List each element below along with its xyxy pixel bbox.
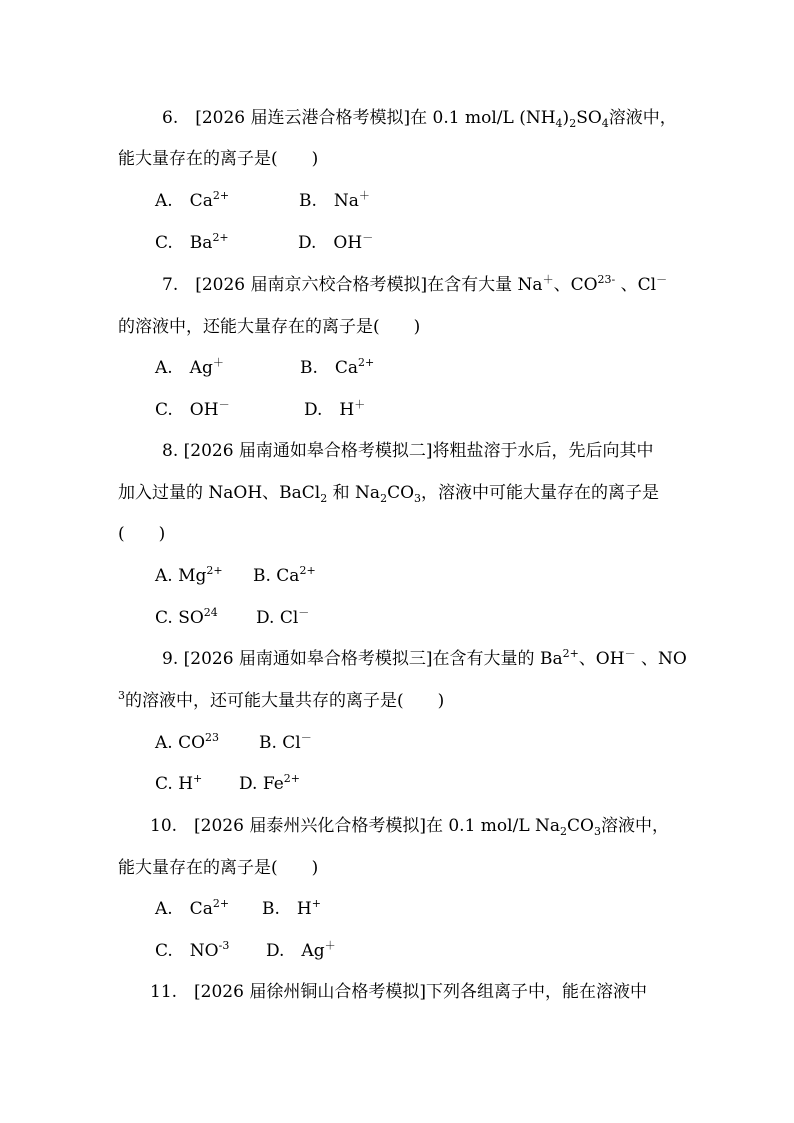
q7-options-cd (155, 399, 365, 421)
q7-option-a: A. Ag＋ (155, 356, 224, 378)
q10-option-d: D. Ag＋ (266, 939, 336, 961)
q6-option-a: A. $Ca^{2+}$ (155, 189, 230, 211)
q7-line1: 7. [2026 届南京六校合格考模拟]在含有大量 Na＋、$CO^{23-}$ 、Cl－ (162, 273, 668, 295)
q9-line2: $^3$的溶液中，还可能大量共存的离子是( ) (118, 689, 445, 711)
q9-option-d: D. $Fe^{2+}$ (239, 772, 300, 794)
q8-options-ab (155, 565, 316, 587)
q10-options-cd (155, 940, 336, 962)
q9-line1: 9. [2026 届南通如皋合格考模拟三]在含有大量的 $Ba^{2+}$、OH－ 、NO (162, 647, 687, 669)
q6-line1: 6. [2026 届连云港合格考模拟]在 0.1 mol/L $(NH_4)_2SO_4$溶液中， (162, 108, 677, 130)
q9-option-c: C. H+ (155, 772, 203, 794)
q10-option-c: C. $NO^{-3}$ (155, 939, 230, 961)
q8-options-cd (155, 607, 309, 629)
q8-line3: ( ) (118, 524, 166, 544)
q11-line1: 11. [2026 届徐州铜山合格考模拟]下列各组离子中，能在溶液中 (150, 982, 647, 1002)
q6-option-d: D. OH－ (298, 231, 374, 253)
q9-options-cd (155, 773, 300, 795)
q9-options-ab (155, 732, 312, 754)
q10-line1: 10. [2026 届泰州兴化合格考模拟]在 0.1 mol/L $Na_2CO_3$溶液中， (150, 816, 669, 838)
q9-option-b: B. Cl－ (259, 731, 312, 753)
q6-options-ab (155, 190, 370, 212)
q9-option-a: A. CO$^{23}$ (155, 731, 220, 753)
q7-options-ab (155, 357, 374, 379)
q7-option-c: C. OH－ (155, 398, 230, 420)
q8-line2: 加入过量的 NaOH、BaCl$_2$ 和 $Na_2CO_3$，溶液中可能大量存在的离子是 (118, 483, 660, 505)
q7-option-d: D. H＋ (304, 398, 366, 420)
q10-line2: 能大量存在的离子是( ) (118, 858, 319, 878)
q6-line2: 能大量存在的离子是( ) (118, 149, 319, 169)
q6-option-b: B. Na＋ (299, 189, 370, 211)
q10-options-ab (155, 898, 321, 920)
q8-line1: 8. [2026 届南通如皋合格考模拟二]将粗盐溶于水后，先后向其中 (162, 441, 654, 461)
q8-option-a: A. $Mg^{2+}$ (155, 564, 223, 586)
q8-option-c: C. SO$^{24}$ (155, 606, 218, 628)
q6-option-c: C. $Ba^{2+}$ (155, 231, 229, 253)
q8-option-d: D. Cl－ (256, 606, 310, 628)
q7-line2: 的溶液中，还能大量存在的离子是( ) (118, 317, 421, 337)
q8-option-b: B. $Ca^{2+}$ (253, 564, 316, 586)
q10-option-a: A. $Ca^{2+}$ (155, 897, 230, 919)
q7-option-b: B. $Ca^{2+}$ (300, 356, 375, 378)
q6-options-cd (155, 232, 373, 254)
q10-option-b: B. H+ (262, 897, 321, 919)
